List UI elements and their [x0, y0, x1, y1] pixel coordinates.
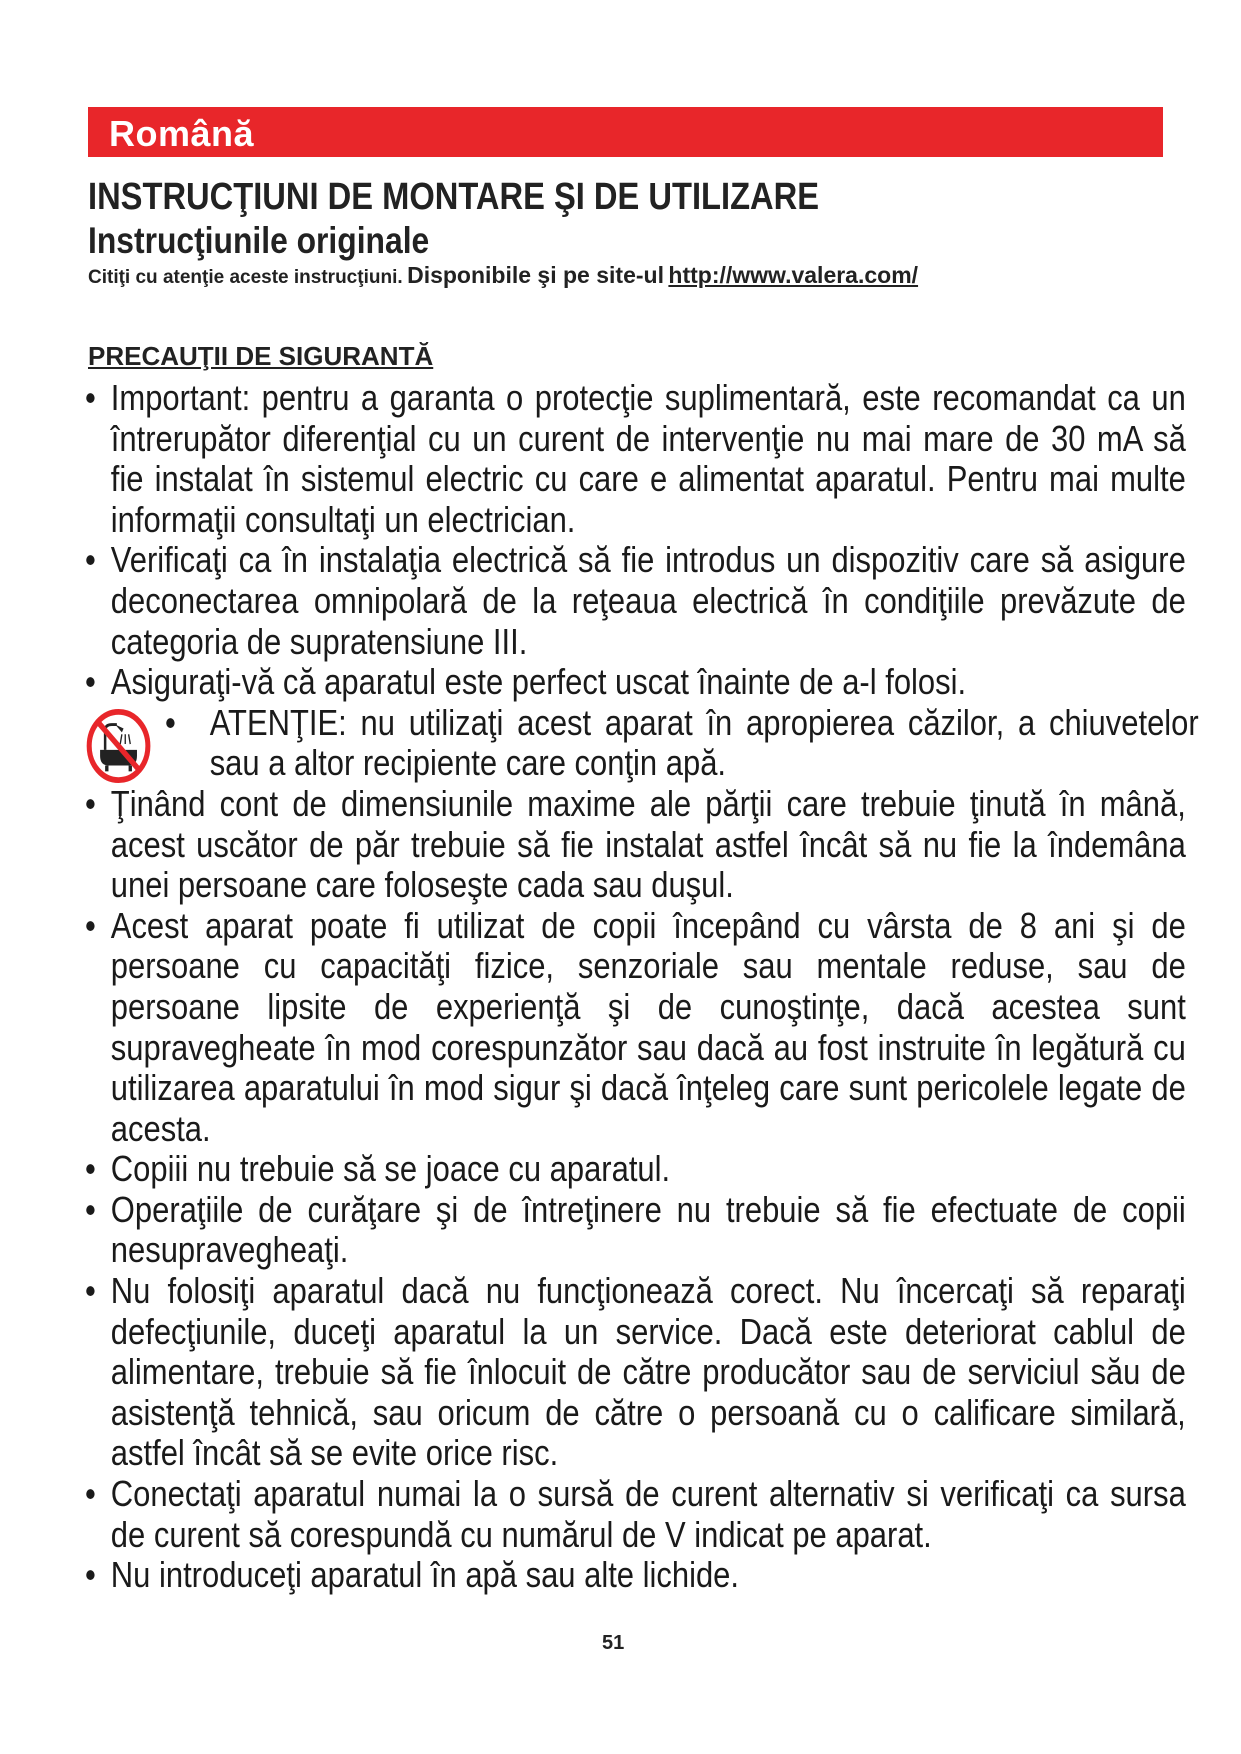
document-title: INSTRUCŢIUNI DE MONTARE ŞI DE UTILIZARE	[88, 176, 820, 218]
list-item: • Conectaţi aparatul numai la o sursă de curent alternativ si verificaţi ca sursa de curent să corespundă cu numărul de V indicat pe aparat.	[85, 1474, 1186, 1555]
list-item-warning	[85, 703, 1199, 784]
page-number: 51	[602, 1632, 625, 1654]
read-carefully-text: Citiţi cu atenţie aceste instrucţiuni.	[88, 267, 403, 288]
list-item: • Nu introduceţi aparatul în apă sau alte lichide.	[85, 1555, 1186, 1596]
list-item: • Important: pentru a garanta o protecţie suplimentară, este recomandat ca un întrerupător diferenţial cu un curent de intervenţie nu mai mare de 30 mA să fie instalat în sistemul electric cu care e alimentat aparatul. Pentru mai multe informaţii consultaţi un electrician.	[85, 378, 1186, 540]
safety-list	[85, 377, 1199, 1596]
list-item: • Operaţiile de curăţare şi de întreţinere nu trebuie să fie efectuate de copii nesupravegheaţi.	[85, 1190, 1186, 1271]
warning-text: ATENŢIE: nu utilizaţi acest aparat în apropierea căzilor, a chiuvetelor sau a altor recipiente care conţin apă.	[209, 701, 1199, 784]
safety-heading: PRECAUŢII DE SIGURANTĂ	[88, 341, 434, 371]
list-item: • Ţinând cont de dimensiunile maxime ale părţii care trebuie ţinută în mână, acest uscător de păr trebuie să fie instalat astfel încât să nu fie la îndemâna unei persoane care foloseşte cada sau duşul.	[85, 784, 1186, 906]
available-online-text: Disponibile şi pe site-ul	[407, 262, 664, 288]
list-item: • Verificaţi ca în instalaţia electrică să fie introdus un dispozitiv care să asigure deconectarea omnipolară de la reţeaua electrică în condiţiile prevăzute de categoria de supratensiune III.	[85, 540, 1186, 662]
list-item: • Asiguraţi-vă că aparatul este perfect uscat înainte de a-l folosi.	[85, 662, 1186, 703]
website-link[interactable]: http://www.valera.com/	[668, 262, 919, 288]
no-bathtub-icon	[85, 707, 152, 785]
list-item: • Acest aparat poate fi utilizat de copii începând cu vârsta de 8 ani şi de persoane cu capacităţi fizice, senzoriale sau mentale reduse, sau de persoane lipsite de experienţă şi de cunoştinţe, dacă acestea sunt supravegheate în mod corespunzător sau dacă au fost instruite în legătură cu utilizarea aparatului în mod sigur şi dacă înţeleg care sunt pericolele legate de acesta.	[85, 906, 1186, 1150]
read-notice	[88, 262, 918, 289]
list-item: • Copiii nu trebuie să se joace cu aparatul.	[85, 1149, 1186, 1190]
document-subtitle: Instrucţiunile originale	[88, 220, 430, 261]
language-banner	[88, 107, 1163, 157]
list-item: • Nu folosiţi aparatul dacă nu funcţionează corect. Nu încercaţi să reparaţi defecţiunile, duceţi aparatul la un service. Dacă este deteriorat cablul de alimentare, trebuie să fie înlocuit de către producător sau de serviciul său de asistenţă tehnică, sau oricum de către o persoană cu o calificare similară, astfel încât să se evite orice risc.	[85, 1271, 1186, 1474]
language-label: Română	[109, 113, 255, 154]
